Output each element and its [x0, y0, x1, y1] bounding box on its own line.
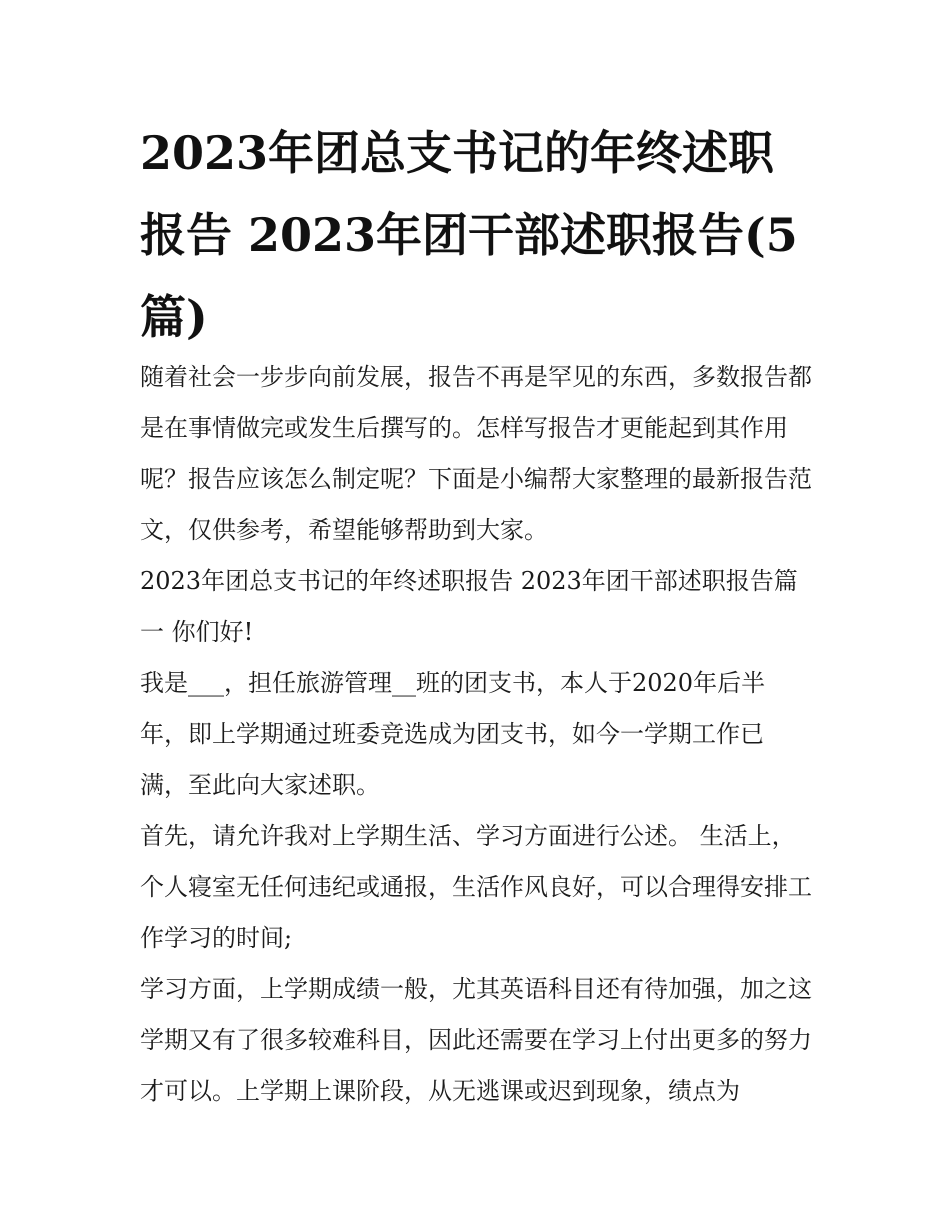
- paragraph-section-heading: 2023年团总支书记的年终述职报告 2023年团干部述职报告篇一 你们好!: [140, 567, 798, 646]
- paragraph-self-introduction: 我是___，担任旅游管理__班的团支书，本人于2020年后半年，即上学期通过班委竞选成为团支书，如今一学期工作已满，至此向大家述职。: [140, 669, 766, 799]
- document-title: 2023年团总支书记的年终述职报告 2023年团干部述职报告(5篇): [140, 126, 798, 344]
- paragraph-intro: 随着社会一步步向前发展，报告不再是罕见的东西，多数报告都是在事情做完或发生后撰写的。怎样写报告才更能起到其作用呢？报告应该怎么制定呢？下面是小编帮大家整理的最新报告范文，仅供参考，希望能够帮助到大家。: [140, 363, 812, 544]
- paragraph-life-review: 首先，请允许我对上学期生活、学习方面进行公述。 生活上，个人寝室无任何违纪或通报，生活作风良好，可以合理得安排工作学习的时间;: [140, 822, 812, 952]
- paragraph-study-review: 学习方面，上学期成绩一般，尤其英语科目还有待加强，加之这学期又有了很多较难科目，因此还需要在学习上付出更多的努力才可以。上学期上课阶段，从无逃课或迟到现象，绩点为: [140, 975, 812, 1105]
- document-body: [140, 352, 812, 1117]
